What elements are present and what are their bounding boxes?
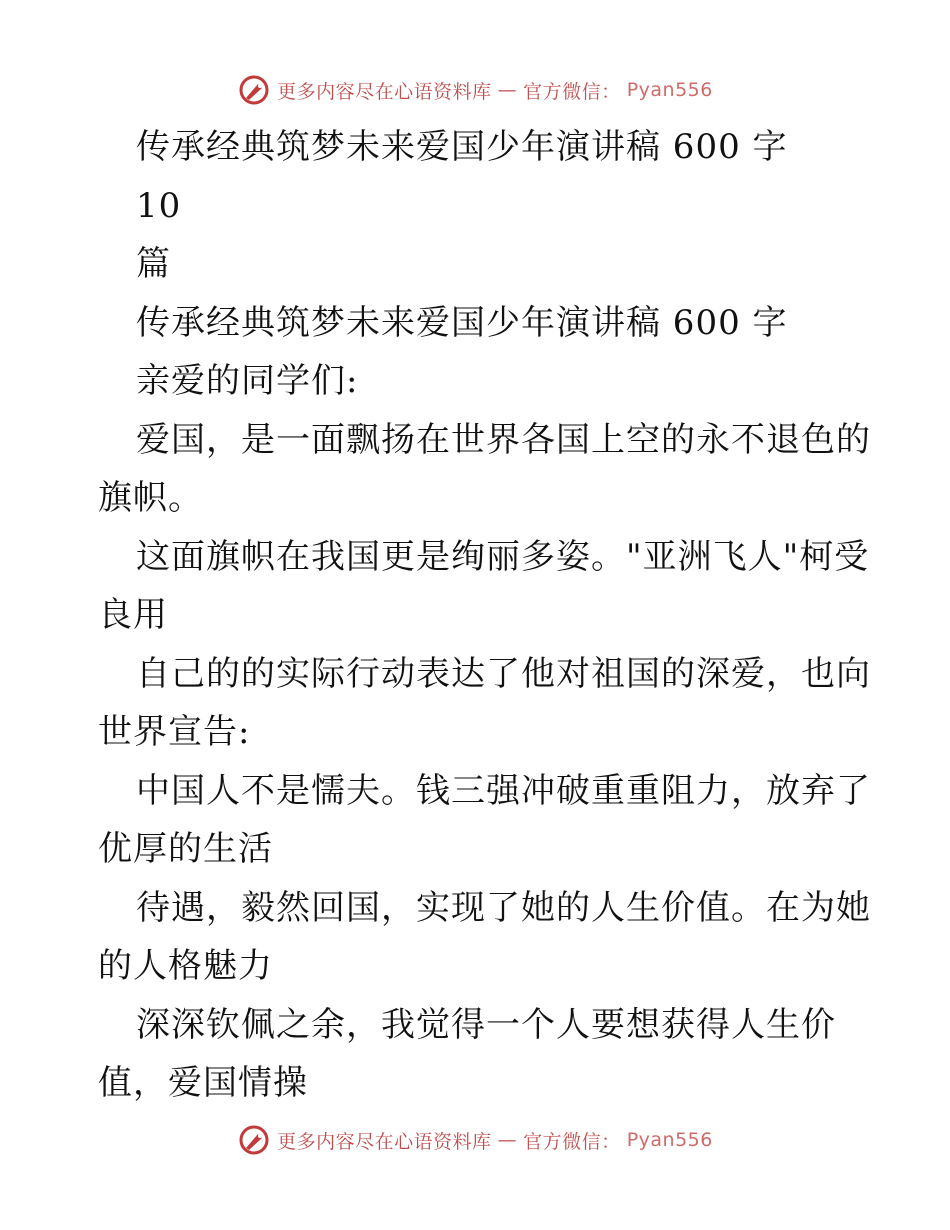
title-line: 传承经典筑梦未来爱国少年演讲稿 600 字 bbox=[136, 127, 788, 167]
title-line: 篇 bbox=[136, 244, 171, 284]
banner-separator: — bbox=[497, 79, 518, 101]
document-body bbox=[98, 118, 871, 1113]
banner-wechat-label: 官方微信： bbox=[523, 1130, 621, 1153]
banner-wechat-id: Pyan556 bbox=[626, 1129, 713, 1151]
pen-nib-seal-icon bbox=[237, 1123, 271, 1157]
paragraph-line: 良用 bbox=[98, 595, 168, 635]
banner-wechat-id: Pyan556 bbox=[626, 79, 713, 101]
paragraph-line: 中国人不是懦夫。钱三强冲破重重阻力，放弃了 bbox=[136, 770, 871, 811]
pen-nib-seal-icon bbox=[237, 73, 271, 107]
header-banner bbox=[0, 70, 950, 110]
banner-separator: — bbox=[497, 1129, 518, 1151]
paragraph-line: 优厚的生活 bbox=[98, 829, 273, 869]
banner-wechat-label: 官方微信： bbox=[523, 80, 621, 103]
paragraph-line: 爱国，是一面飘扬在世界各国上空的永不退色的 bbox=[136, 419, 871, 460]
paragraph-line: 这面旗帜在我国更是绚丽多姿。"亚洲飞人"柯受 bbox=[136, 536, 870, 577]
paragraph-line: 自己的的实际行动表达了他对祖国的深爱，也向 bbox=[136, 653, 871, 694]
salutation-line: 亲爱的同学们: bbox=[136, 361, 359, 401]
paragraph-line: 旗帜。 bbox=[98, 478, 203, 518]
paragraph-line: 的人格魅力 bbox=[98, 946, 273, 986]
paragraph-line: 深深钦佩之余，我觉得一个人要想获得人生价 bbox=[136, 1004, 836, 1045]
paragraph-line: 世界宣告: bbox=[98, 712, 251, 752]
subtitle-line: 传承经典筑梦未来爱国少年演讲稿 600 字 bbox=[136, 302, 788, 343]
banner-slogan: 更多内容尽在心语资料库 bbox=[277, 1130, 492, 1153]
paragraph-line: 值，爱国情操 bbox=[98, 1063, 308, 1103]
footer-banner bbox=[0, 1120, 950, 1160]
title-line: 10 bbox=[136, 185, 182, 226]
paragraph-line: 待遇，毅然回国，实现了她的人生价值。在为她 bbox=[136, 887, 871, 928]
banner-slogan: 更多内容尽在心语资料库 bbox=[277, 80, 492, 103]
